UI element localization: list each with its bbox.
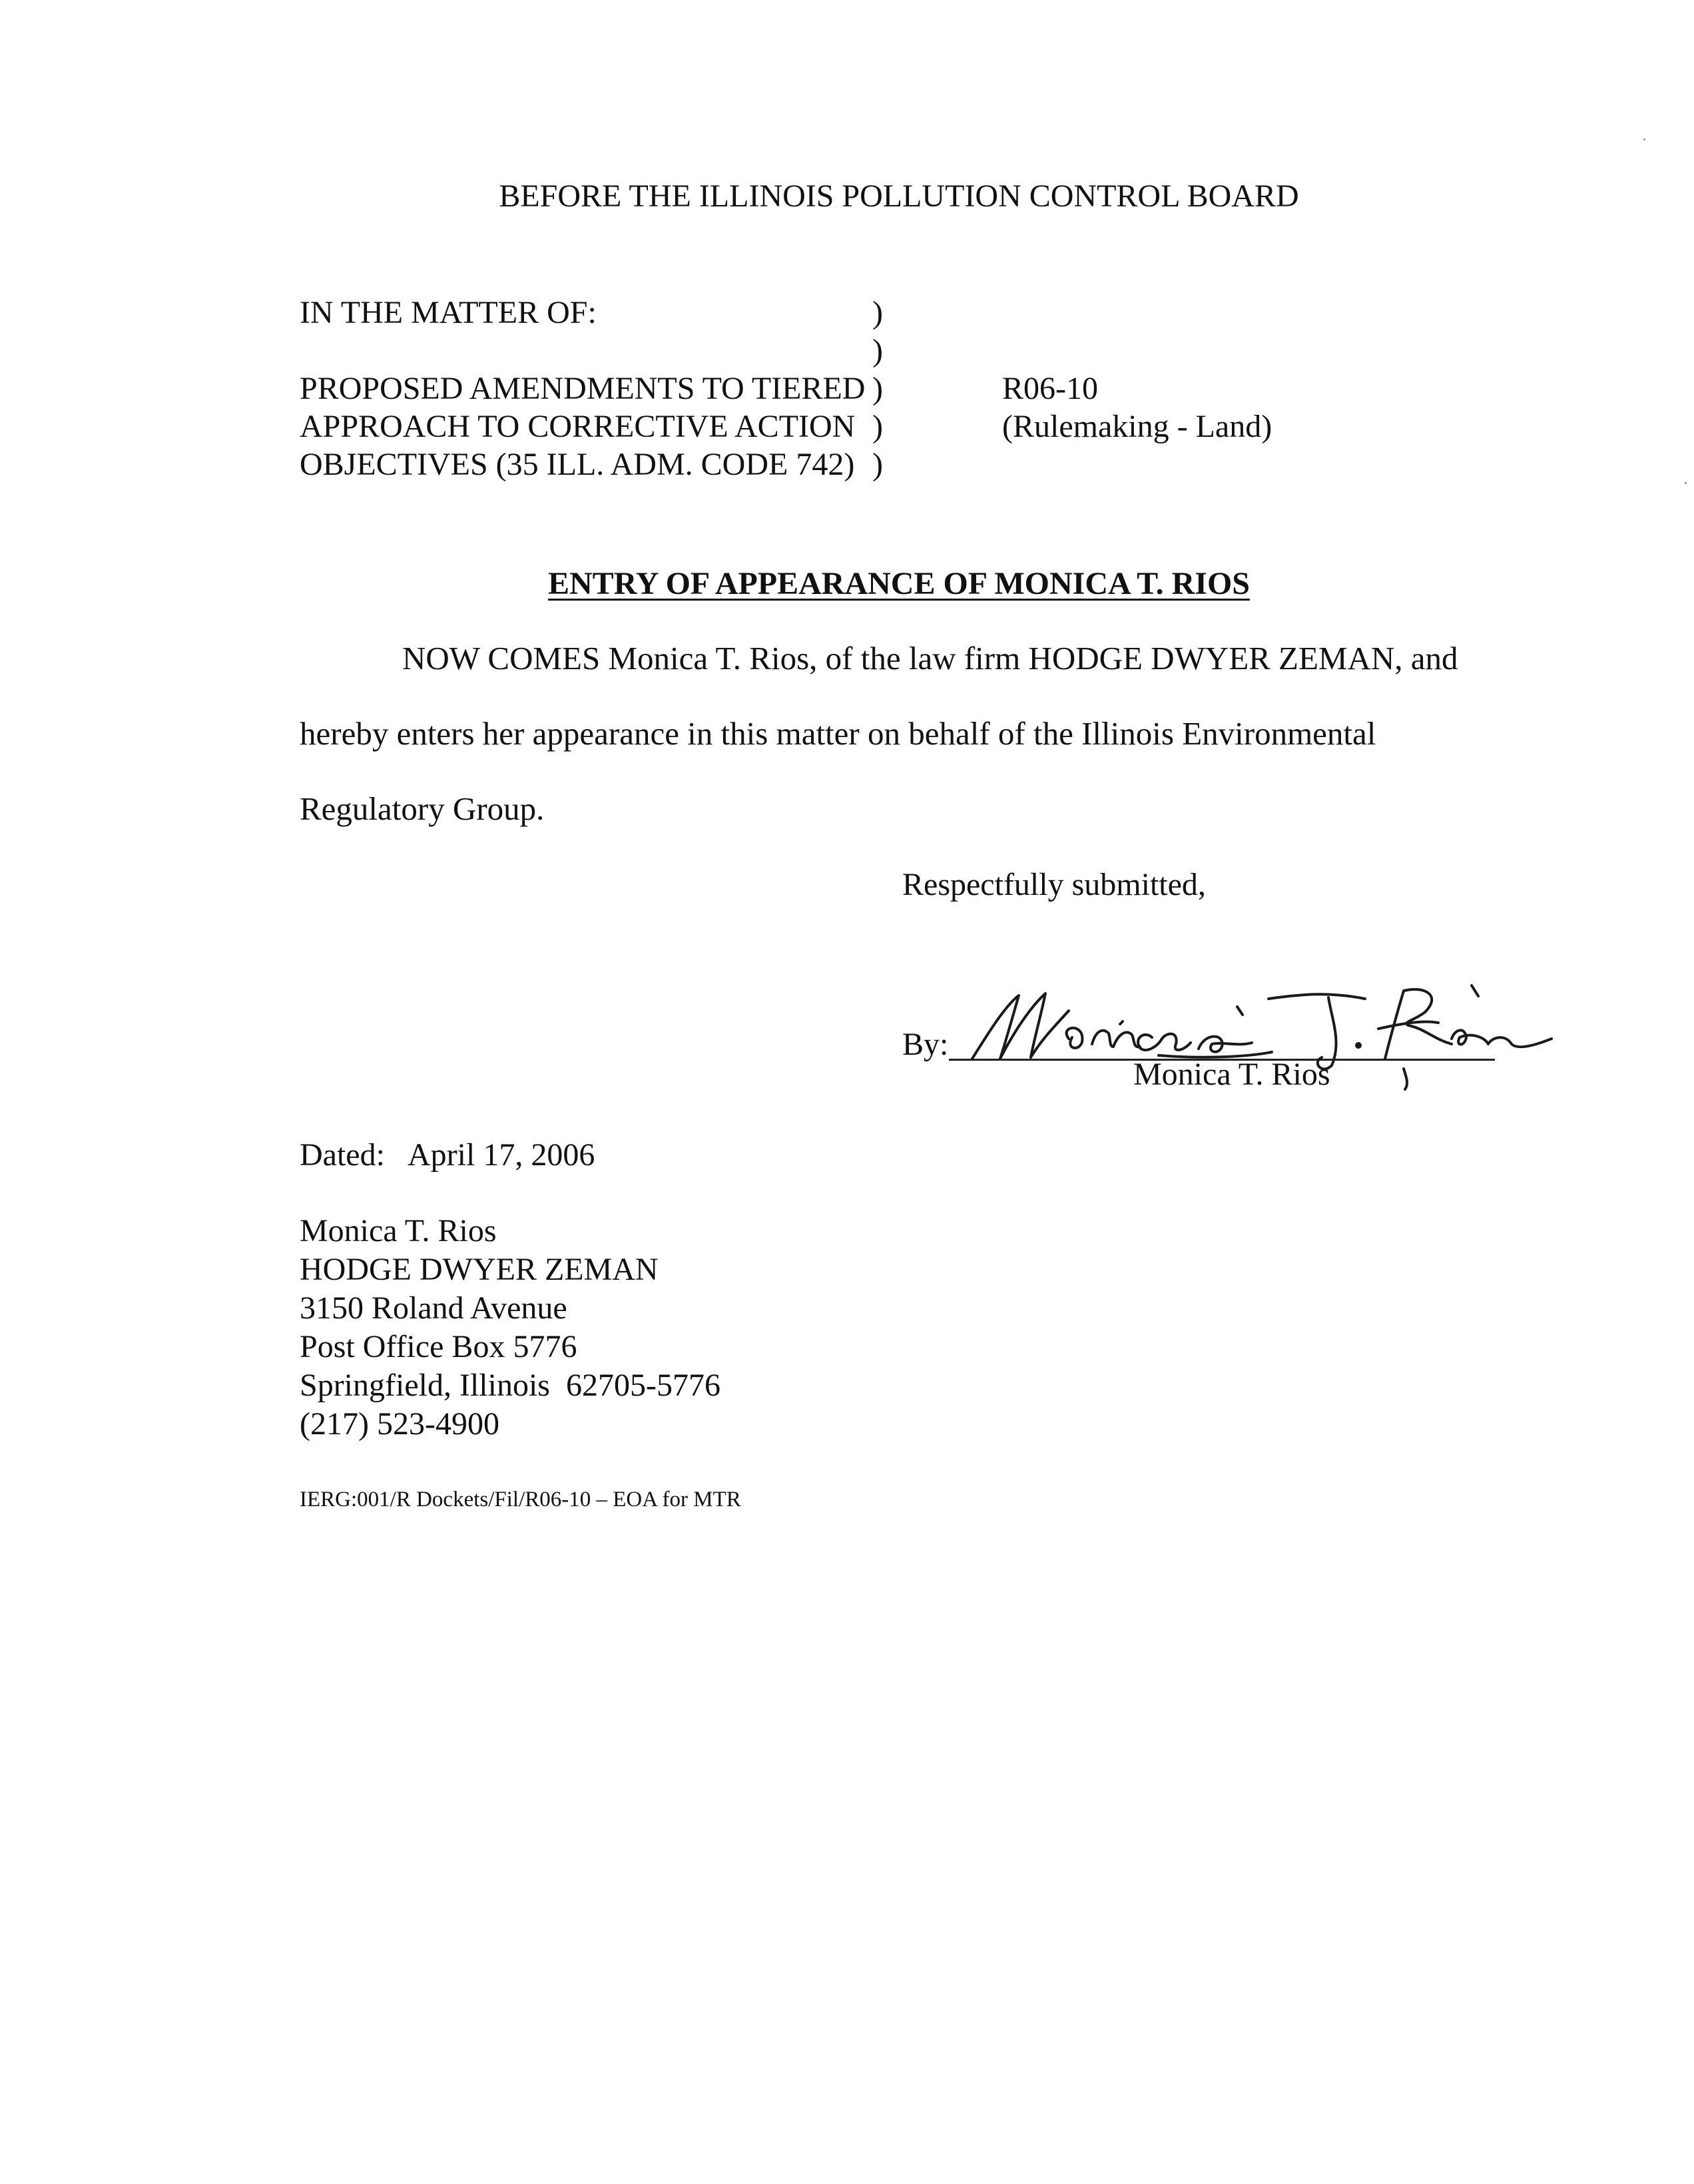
scan-speck: [1685, 482, 1687, 484]
body-line-1: NOW COMES Monica T. Rios, of the law firm HODGE DWYER ZEMAN, and: [402, 640, 1458, 677]
address-line: Post Office Box 5776: [300, 1329, 577, 1364]
signer-name: Monica T. Rios: [1133, 1057, 1330, 1092]
closing-text: Respectfully submitted,: [902, 867, 1206, 902]
docket-type: (Rulemaking - Land): [1002, 409, 1272, 444]
dated-value: April 17, 2006: [408, 1137, 595, 1173]
caption-paren: ): [872, 409, 883, 444]
caption-paren: ): [872, 333, 883, 368]
document-heading: ENTRY OF APPEARANCE OF MONICA T. RIOS: [548, 566, 1250, 601]
caption-line-5: OBJECTIVES (35 ILL. ADM. CODE 742): [300, 447, 855, 482]
caption-paren: ): [872, 295, 883, 330]
body-line-3: Regulatory Group.: [300, 790, 545, 827]
caption-paren: ): [872, 447, 883, 482]
caption-line-1: IN THE MATTER OF:: [300, 295, 597, 330]
address-line: 3150 Roland Avenue: [300, 1290, 567, 1326]
address-line: HODGE DWYER ZEMAN: [300, 1252, 659, 1287]
address-line: Springfield, Illinois 62705-5776: [300, 1368, 720, 1403]
board-title: BEFORE THE ILLINOIS POLLUTION CONTROL BOARD: [499, 178, 1299, 214]
address-line: (217) 523-4900: [300, 1406, 499, 1442]
caption-line-4: APPROACH TO CORRECTIVE ACTION: [300, 409, 856, 444]
caption-paren: ): [872, 371, 883, 406]
address-line: Monica T. Rios: [300, 1213, 497, 1248]
caption-line-3: PROPOSED AMENDMENTS TO TIERED: [300, 371, 866, 406]
body-line-2: hereby enters her appearance in this matter on behalf of the Illinois Environmental: [300, 715, 1376, 752]
docket-number: R06-10: [1002, 371, 1098, 406]
dated-label: Dated:: [300, 1137, 385, 1173]
file-reference: IERG:001/R Dockets/Fil/R06-10 – EOA for MTR: [300, 1488, 741, 1511]
by-label: By:: [902, 1027, 949, 1062]
scan-speck: [1643, 138, 1645, 140]
